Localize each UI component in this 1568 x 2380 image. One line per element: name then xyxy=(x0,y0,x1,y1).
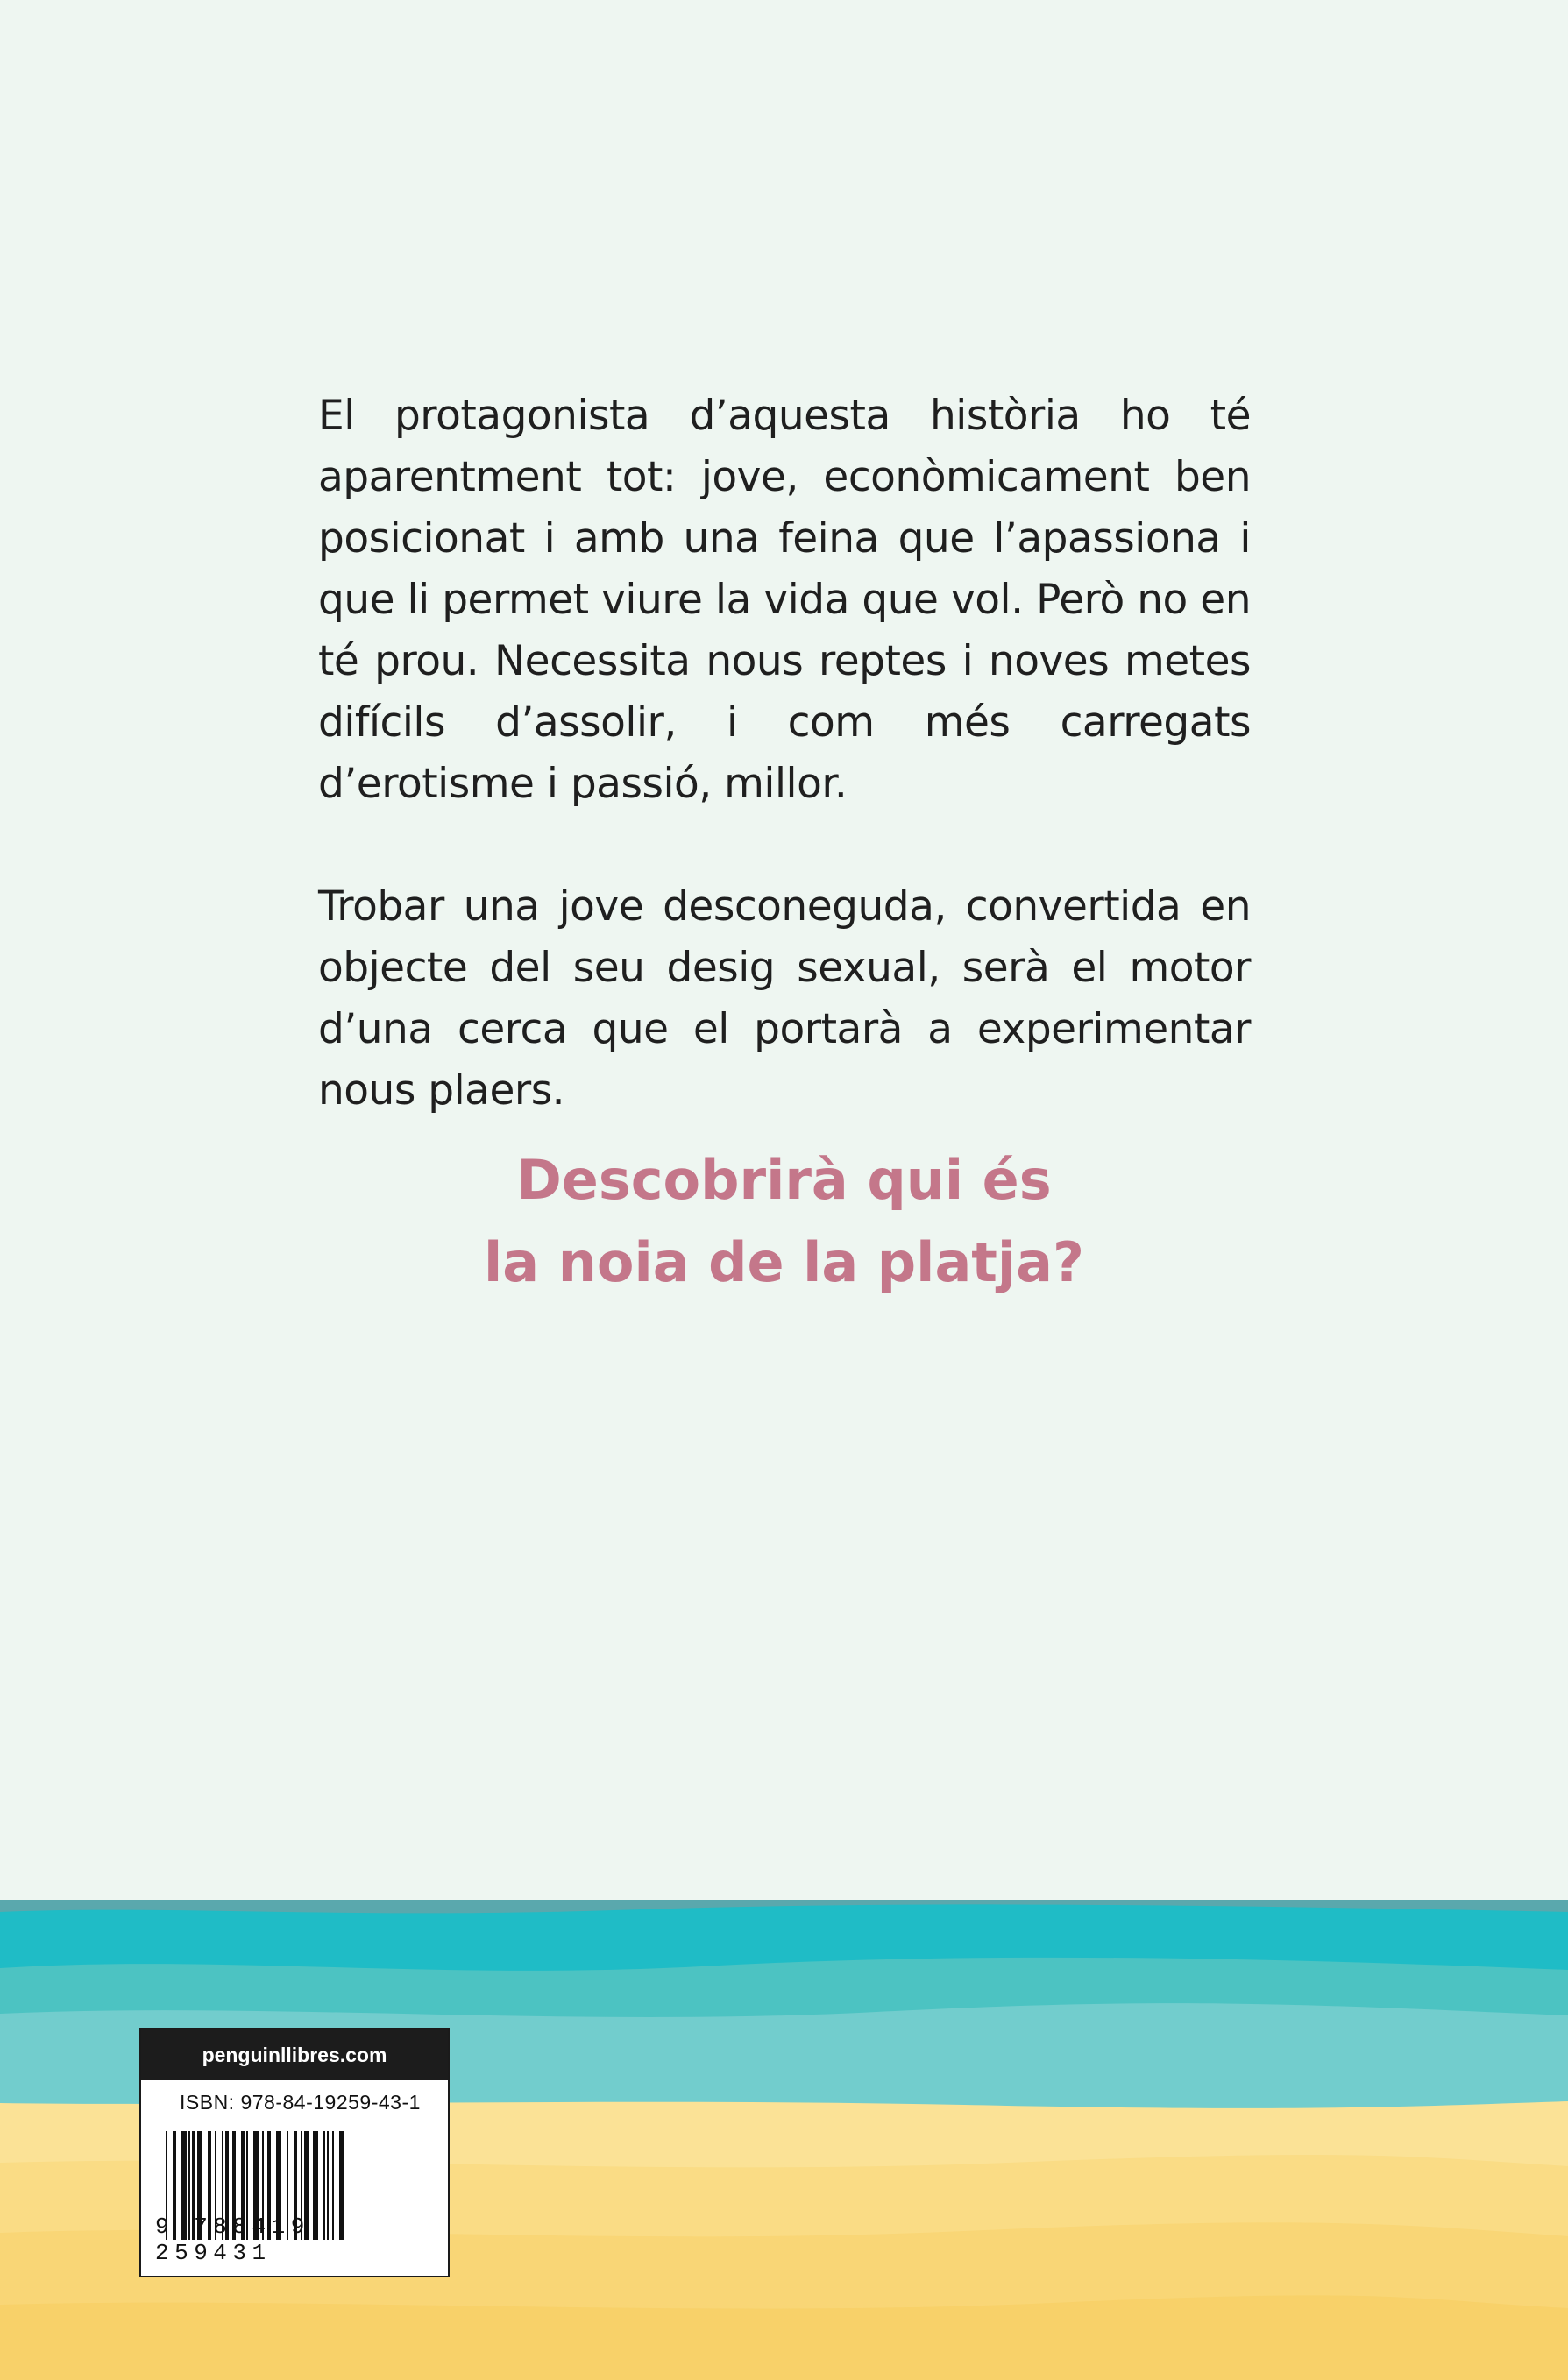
barcode-graphic xyxy=(150,2131,439,2271)
barcode-digits: 9 788419 259431 xyxy=(155,2214,310,2266)
blurb-paragraph-1: El protagonista d’aquesta història ho té aparentment tot: jove, econòmicament ben posicionat i amb una feina que l’apassiona i que li permet viure la vida que vol. Però no en té prou. Necessita nous reptes i noves metes difícils d’assolir, i com més carregats d’erotisme i passió, millor. xyxy=(318,392,1251,808)
blurb-text xyxy=(318,386,1251,1183)
tagline-line-2: la noia de la platja? xyxy=(484,1230,1084,1294)
tagline xyxy=(0,1139,1568,1304)
barcode-label xyxy=(139,2028,450,2277)
blurb-paragraph-2: Trobar una jove desconeguda, convertida en objecte del seu desig sexual, serà el motor d’una cerca que el portarà a experimentar nous plaers. xyxy=(318,882,1251,1115)
tagline-line-1: Descobrirà qui és xyxy=(516,1148,1052,1212)
publisher-website: penguinllibres.com xyxy=(141,2029,448,2080)
isbn-text: ISBN: 978-84-19259-43-1 xyxy=(180,2091,421,2114)
